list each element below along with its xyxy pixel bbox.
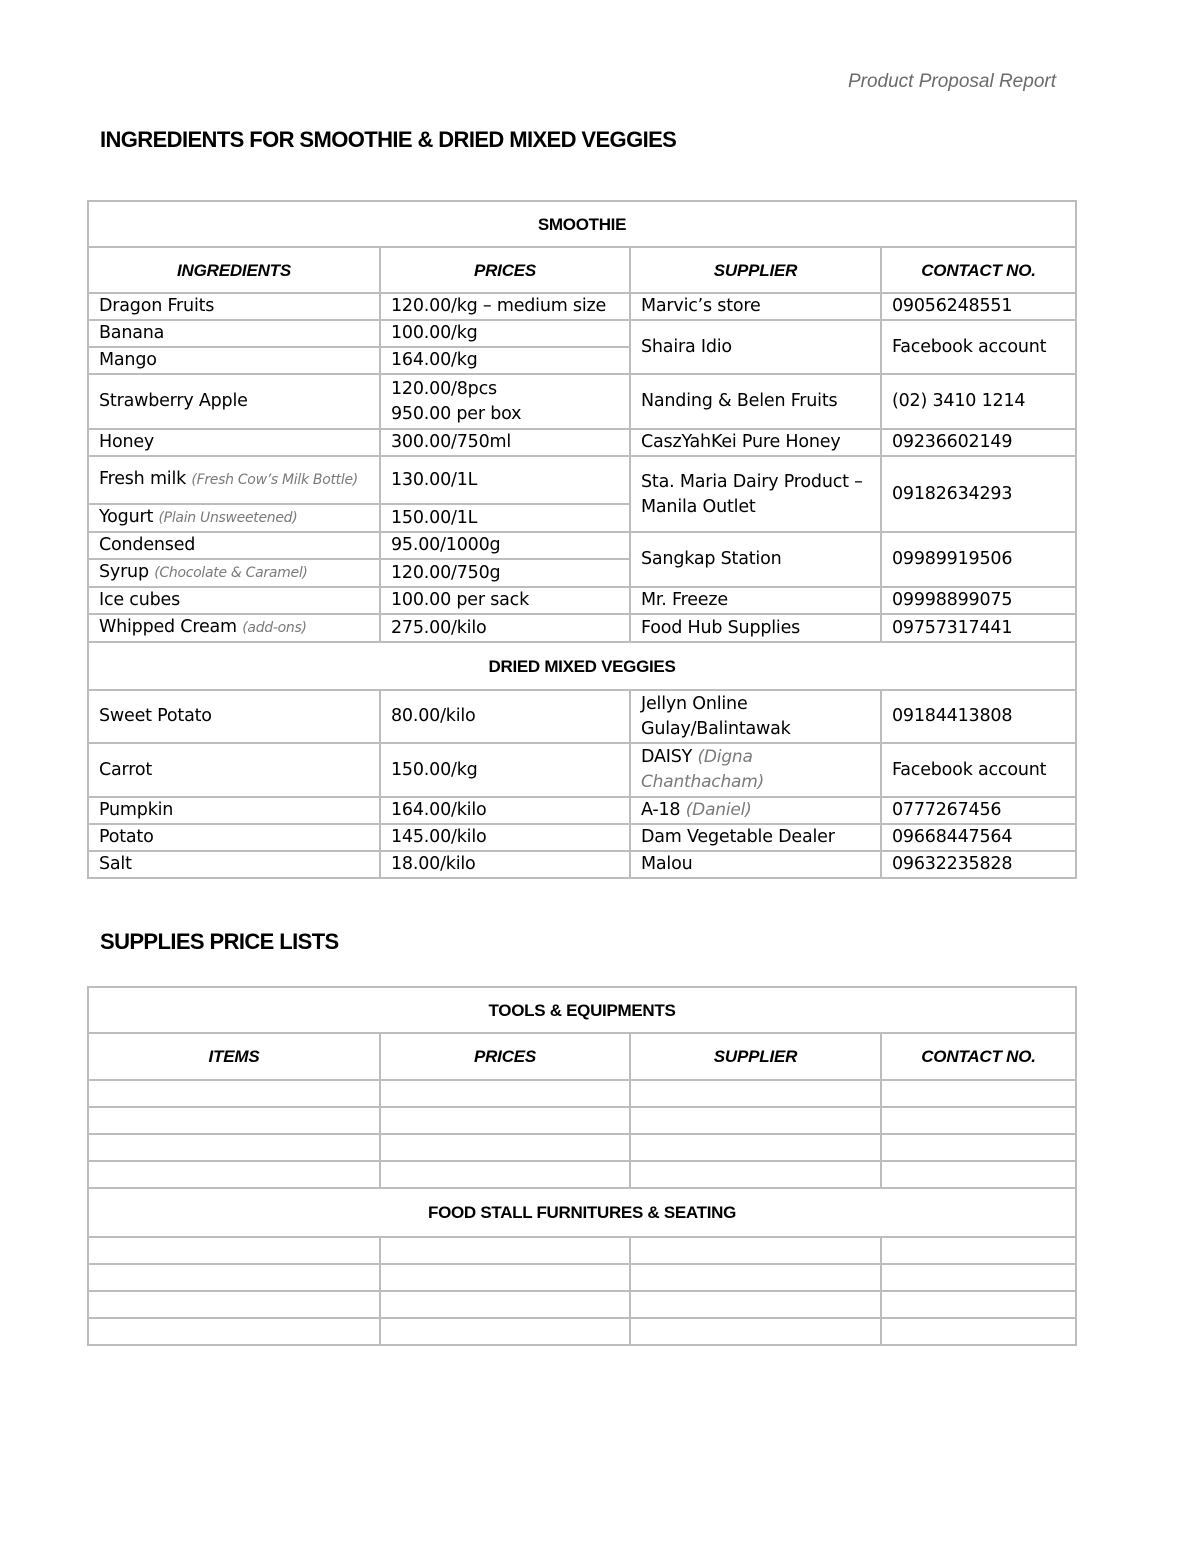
ingredient-name: Salt	[88, 851, 380, 878]
ingredient-name: Fresh milk	[99, 469, 187, 489]
supplier-name: Nanding & Belen Fruits	[630, 374, 881, 429]
ingredient-name: Carrot	[88, 743, 380, 797]
ingredients-table	[87, 200, 1077, 879]
supplier-name: Food Hub Supplies	[630, 614, 881, 642]
column-header-row	[88, 247, 1076, 293]
price-line: 120.00/8pcs	[391, 378, 497, 399]
supplier-name	[630, 797, 881, 824]
ingredient-price: 275.00/kilo	[380, 614, 630, 642]
table-row	[88, 614, 1076, 642]
col-items: ITEMS	[88, 1033, 380, 1080]
table-row	[88, 320, 1076, 347]
ingredient-note: (Chocolate & Caramel)	[154, 565, 308, 581]
ingredient-name-cell	[88, 504, 380, 532]
supplier-name: Malou	[630, 851, 881, 878]
empty-table-row	[88, 1291, 1076, 1318]
supplier-name	[630, 690, 881, 743]
ingredient-price: 100.00/kg	[380, 320, 630, 347]
supplier-label: DAISY	[641, 747, 693, 767]
supplier-name: Dam Vegetable Dealer	[630, 824, 881, 851]
table-row	[88, 429, 1076, 456]
ingredient-name: Banana	[88, 320, 380, 347]
ingredient-note: (Fresh Cow’s Milk Bottle)	[191, 472, 358, 488]
supplier-line: Gulay/Balintawak	[641, 718, 791, 739]
ingredient-name: Yogurt	[99, 507, 154, 527]
supplier-note: (Digna Chanthacham)	[641, 747, 765, 792]
contact-number: (02) 3410 1214	[881, 374, 1076, 429]
table-row	[88, 456, 1076, 504]
smoothie-band: SMOOTHIE	[88, 201, 1076, 247]
ingredient-name: Condensed	[88, 532, 380, 559]
supplier-name: Shaira Idio	[630, 320, 881, 374]
ingredient-name: Mango	[88, 347, 380, 374]
empty-table-row	[88, 1161, 1076, 1188]
contact-number: Facebook account	[881, 743, 1076, 797]
supplies-section-title: SUPPLIES PRICE LISTS	[100, 929, 339, 954]
column-header-row	[88, 1033, 1076, 1080]
contact-number: 09182634293	[881, 456, 1076, 532]
supplier-name	[630, 743, 881, 797]
col-prices: PRICES	[380, 247, 630, 293]
ingredient-name: Syrup	[99, 562, 149, 582]
veggies-band: DRIED MIXED VEGGIES	[88, 642, 1076, 690]
ingredient-name: Strawberry Apple	[88, 374, 380, 429]
empty-table-row	[88, 1080, 1076, 1107]
ingredient-name: Whipped Cream	[99, 617, 237, 637]
col-ingredients: INGREDIENTS	[88, 247, 380, 293]
ingredient-name-cell	[88, 559, 380, 587]
ingredient-note: (Plain Unsweetened)	[158, 510, 298, 526]
contact-number: 09632235828	[881, 851, 1076, 878]
ingredient-price: 164.00/kg	[380, 347, 630, 374]
empty-table-row	[88, 1264, 1076, 1291]
contact-number: 09236602149	[881, 429, 1076, 456]
table-row	[88, 293, 1076, 320]
ingredient-price: 164.00/kilo	[380, 797, 630, 824]
furniture-band: FOOD STALL FURNITURES & SEATING	[88, 1188, 1076, 1237]
supplier-name: Mr. Freeze	[630, 587, 881, 614]
ingredient-price: 100.00 per sack	[380, 587, 630, 614]
contact-number: Facebook account	[881, 320, 1076, 374]
supplier-name: CaszYahKei Pure Honey	[630, 429, 881, 456]
ingredient-name: Ice cubes	[88, 587, 380, 614]
supplies-table	[87, 986, 1077, 1346]
empty-table-row	[88, 1107, 1076, 1134]
supplier-name: Marvic’s store	[630, 293, 881, 320]
table-row	[88, 824, 1076, 851]
table-row	[88, 851, 1076, 878]
contact-number: 09668447564	[881, 824, 1076, 851]
tools-band: TOOLS & EQUIPMENTS	[88, 987, 1076, 1033]
table-row	[88, 797, 1076, 824]
ingredient-name: Dragon Fruits	[88, 293, 380, 320]
contact-number: 09056248551	[881, 293, 1076, 320]
price-line: 950.00 per box	[391, 403, 522, 424]
ingredient-name-cell	[88, 456, 380, 504]
ingredient-price: 80.00/kilo	[380, 690, 630, 743]
ingredient-name: Potato	[88, 824, 380, 851]
table-row	[88, 374, 1076, 429]
ingredient-price: 300.00/750ml	[380, 429, 630, 456]
ingredient-price: 120.00/kg – medium size	[380, 293, 630, 320]
contact-number: 09184413808	[881, 690, 1076, 743]
supplier-line: Jellyn Online	[641, 693, 748, 714]
contact-number: 0777267456	[881, 797, 1076, 824]
col-supplier: SUPPLIER	[630, 1033, 881, 1080]
ingredient-price: 18.00/kilo	[380, 851, 630, 878]
ingredient-name: Honey	[88, 429, 380, 456]
ingredient-price: 130.00/1L	[380, 456, 630, 504]
contact-number: 09989919506	[881, 532, 1076, 587]
supplier-label: A-18	[641, 800, 681, 820]
contact-number: 09757317441	[881, 614, 1076, 642]
ingredient-price: 95.00/1000g	[380, 532, 630, 559]
ingredient-price: 150.00/1L	[380, 504, 630, 532]
ingredient-price	[380, 374, 630, 429]
table-row	[88, 743, 1076, 797]
col-prices: PRICES	[380, 1033, 630, 1080]
empty-table-row	[88, 1237, 1076, 1264]
empty-table-row	[88, 1318, 1076, 1345]
ingredient-name: Pumpkin	[88, 797, 380, 824]
ingredients-section-title: INGREDIENTS FOR SMOOTHIE & DRIED MIXED VEGGIES	[100, 127, 677, 152]
ingredient-price: 120.00/750g	[380, 559, 630, 587]
col-contact: CONTACT NO.	[881, 1033, 1076, 1080]
ingredient-name-cell	[88, 614, 380, 642]
ingredient-note: (add-ons)	[242, 620, 307, 636]
supplier-note: (Daniel)	[685, 800, 752, 820]
empty-table-row	[88, 1134, 1076, 1161]
table-row	[88, 587, 1076, 614]
col-supplier: SUPPLIER	[630, 247, 881, 293]
ingredient-name: Sweet Potato	[88, 690, 380, 743]
supplier-name: Sangkap Station	[630, 532, 881, 587]
col-contact: CONTACT NO.	[881, 247, 1076, 293]
ingredient-price: 145.00/kilo	[380, 824, 630, 851]
table-row	[88, 532, 1076, 559]
supplier-name: Sta. Maria Dairy Product – Manila Outlet	[630, 456, 881, 532]
ingredient-price: 150.00/kg	[380, 743, 630, 797]
contact-number: 09998899075	[881, 587, 1076, 614]
running-header: Product Proposal Report	[847, 71, 1056, 92]
table-row	[88, 690, 1076, 743]
